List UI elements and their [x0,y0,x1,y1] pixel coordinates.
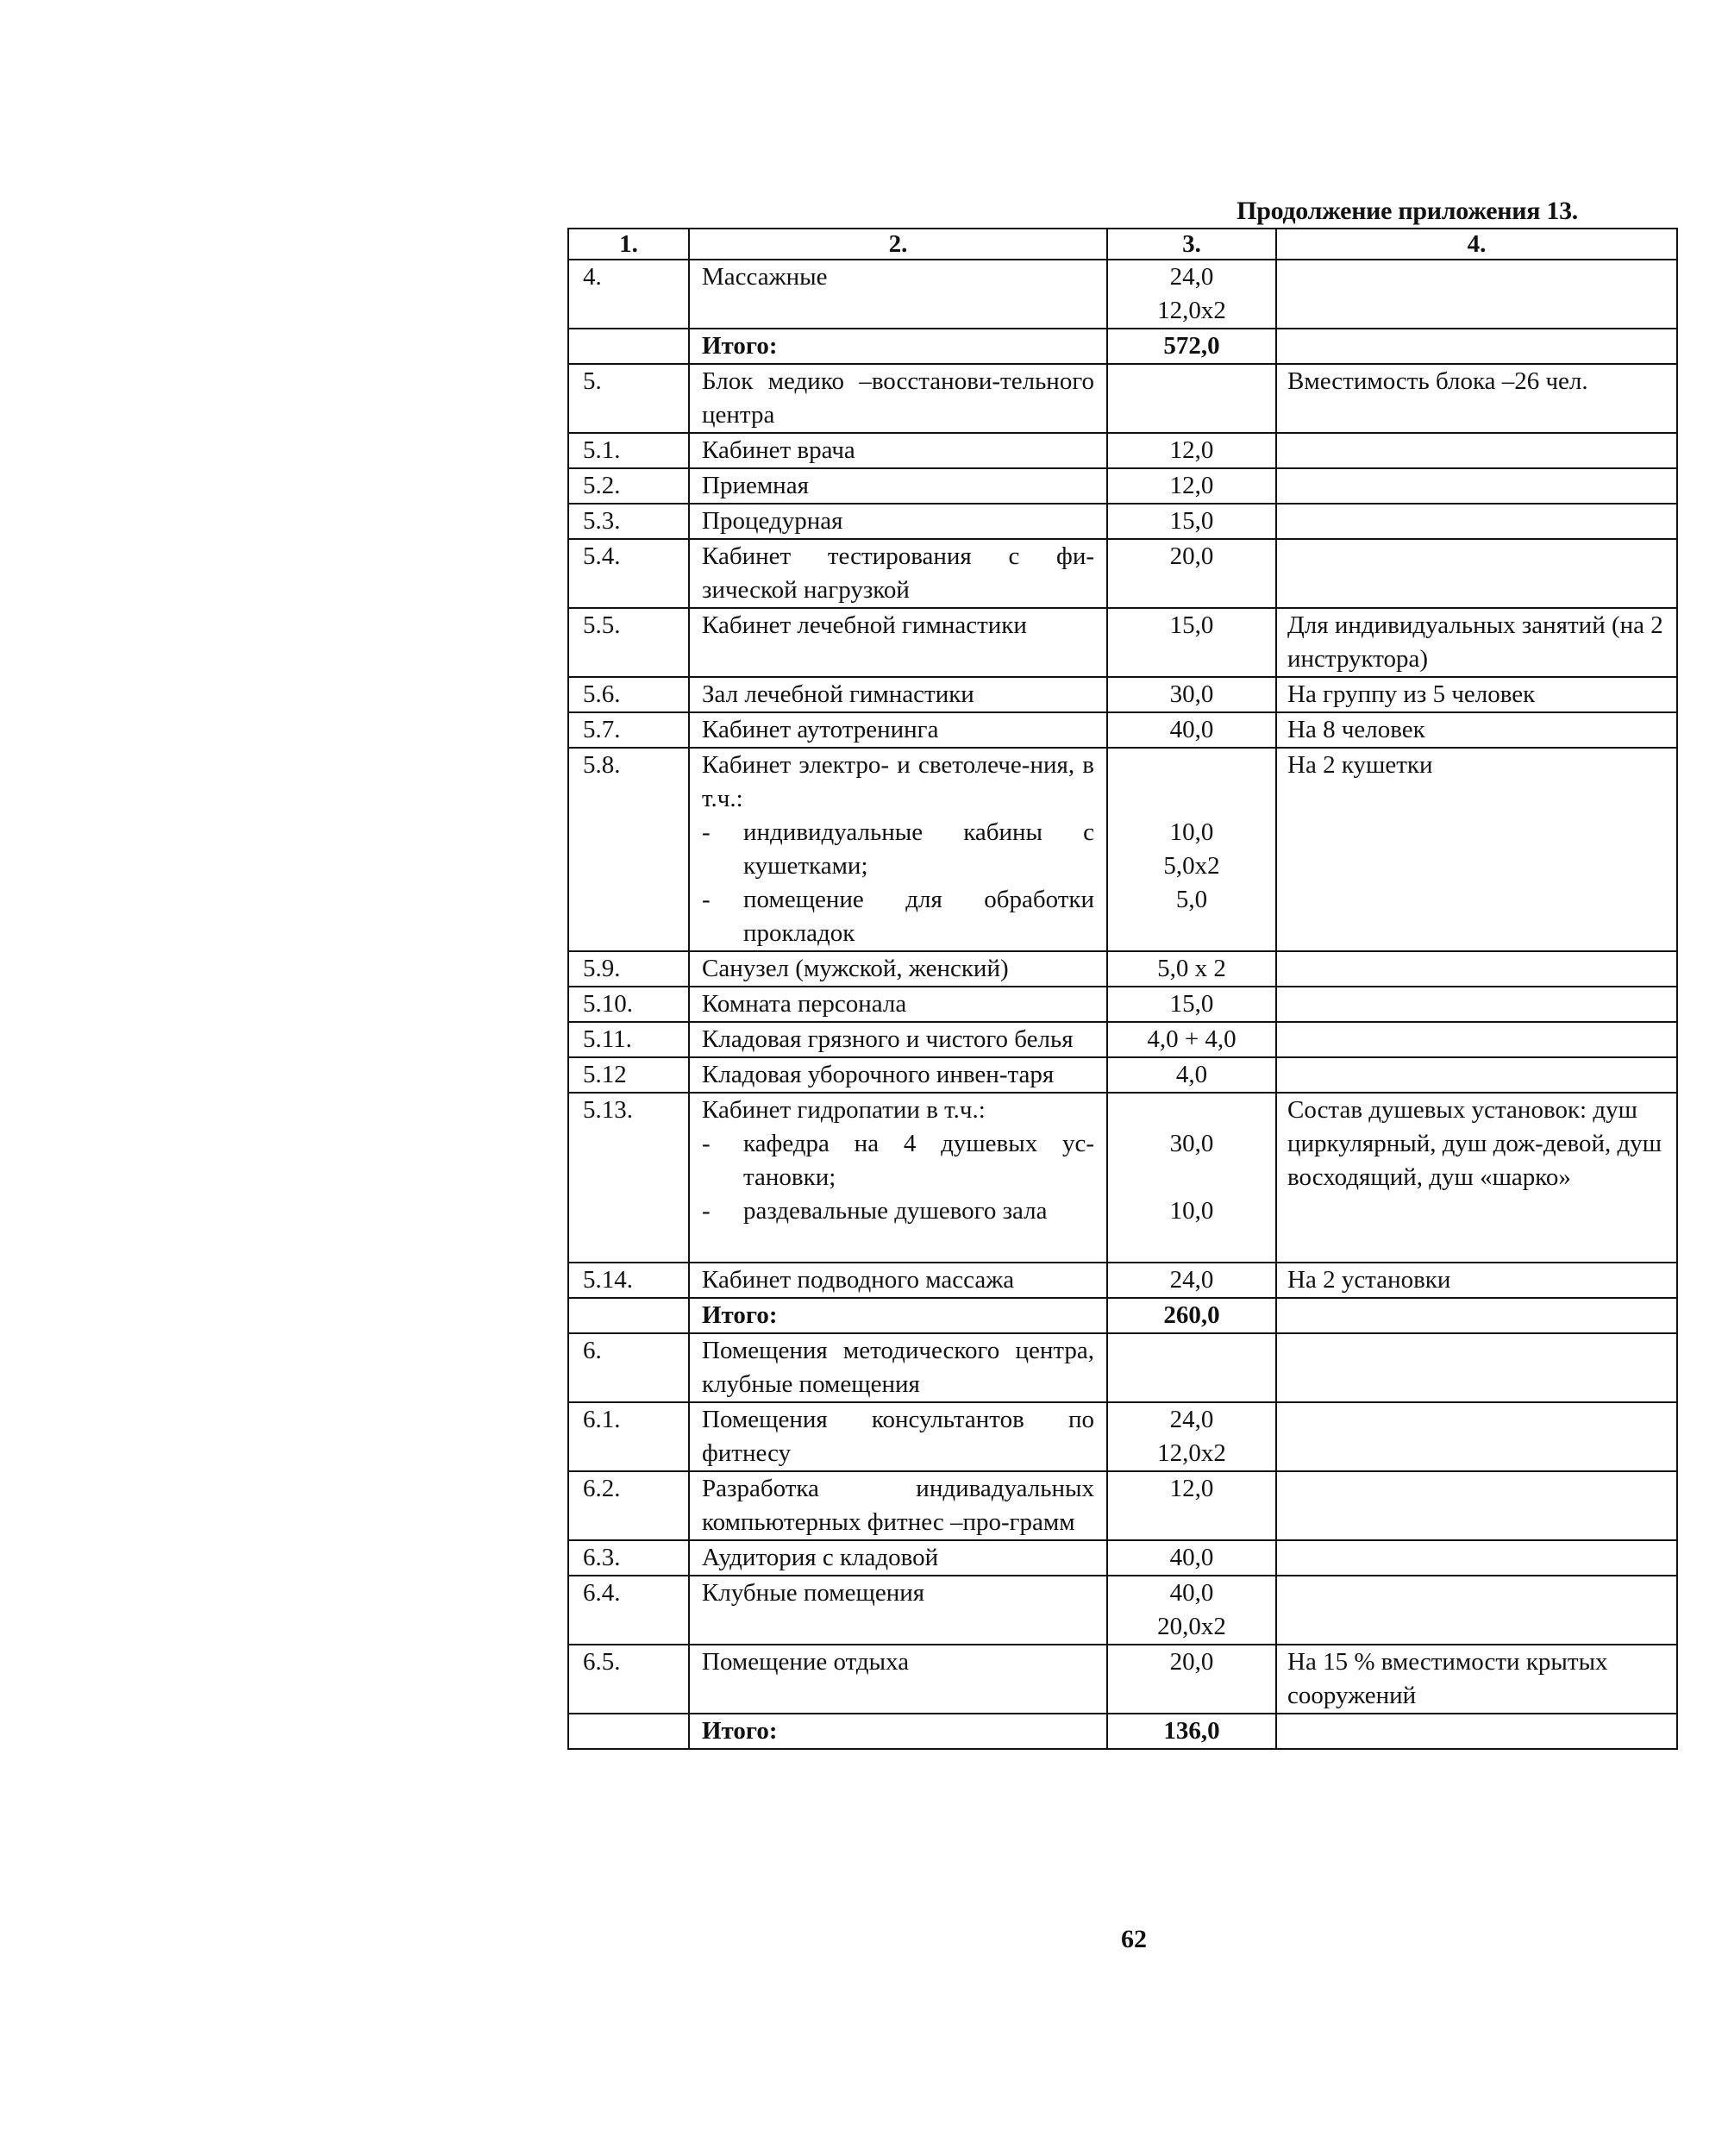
note-cell: Состав душевых установок: душ циркулярный, душ дож-девой, душ восходящий, душ «шарко» [1276,1093,1677,1263]
area-value-lines [1111,1403,1272,1470]
area-value-lines [1111,329,1272,363]
row-number: 6.3. [568,1540,689,1576]
area-value-lines [1111,1576,1272,1644]
area-value-lines [1111,749,1272,950]
area-value-lines [1111,434,1272,467]
row-number: 6.5. [568,1645,689,1714]
room-name [689,329,1107,364]
row-number: 5.5. [568,608,689,677]
dash-marker: - [702,818,711,846]
row-number: 5.14. [568,1263,689,1298]
room-name-text: Кабинет врача [702,436,855,464]
sub-item [702,883,1094,950]
area-value [1107,1471,1276,1540]
room-name [689,1298,1107,1333]
area-value-lines [1111,1714,1272,1748]
room-name-text: Кабинет тестирования с фи-зической нагрузкой [702,542,1094,604]
room-name-text: Итого: [702,1301,778,1329]
room-name [689,468,1107,504]
room-name [689,1576,1107,1645]
area-blank-line [1111,1228,1272,1262]
table-row [568,539,1677,608]
room-name [689,1471,1107,1540]
room-name [689,433,1107,468]
room-name-text: Блок медико –восстанови-тельного центра [702,367,1094,429]
area-value-lines [1111,713,1272,747]
room-name [689,608,1107,677]
row-number [568,1714,689,1749]
area-value-lines [1111,952,1272,986]
area-value [1107,951,1276,987]
area-blank-line [1111,1161,1272,1194]
area-value-line: 20,0x2 [1157,1613,1226,1640]
room-name [689,1263,1107,1298]
table-row [568,1022,1677,1057]
area-value-line: 572,0 [1163,332,1220,360]
row-number: 5.12 [568,1057,689,1093]
note-cell: На 15 % вместимости крытых сооружений [1276,1645,1677,1714]
table-row [568,1471,1677,1540]
area-value-line: 40,0 [1169,716,1214,743]
row-number: 5.8. [568,748,689,951]
header-cell: 4. [1276,229,1677,260]
area-value-line: 40,0 [1169,1579,1214,1607]
area-value-line: 30,0 [1169,1130,1214,1157]
room-name [689,364,1107,433]
area-value-line: 20,0 [1169,1648,1214,1676]
total-row [568,1298,1677,1333]
note-cell [1276,987,1677,1022]
area-value [1107,1333,1276,1402]
note-cell: Для индивидуальных занятий (на 2 инструктора) [1276,608,1677,677]
table-row [568,260,1677,329]
room-name-text: Комната персонала [702,990,907,1018]
table-row [568,677,1677,712]
note-cell [1276,1022,1677,1057]
rooms-table [567,228,1678,1750]
room-name-text: Клубные помещения [702,1579,925,1607]
area-value-lines [1111,1094,1272,1262]
row-number: 5.10. [568,987,689,1022]
room-name-text: Кабинет электро- и светолече-ния, в т.ч.: [702,751,1094,812]
area-value-lines [1111,260,1272,328]
area-value-line: 24,0 [1169,1266,1214,1294]
total-row [568,329,1677,364]
room-name [689,987,1107,1022]
room-name [689,1714,1107,1749]
area-value-line: 15,0 [1169,990,1214,1018]
table-row [568,1645,1677,1714]
row-number: 6.4. [568,1576,689,1645]
area-value-line: 20,0 [1169,542,1214,570]
area-blank-line [1111,749,1272,782]
area-value [1107,1093,1276,1263]
table-row [568,951,1677,987]
area-value-line: 15,0 [1169,507,1214,535]
area-value-line: 260,0 [1163,1301,1220,1329]
row-number [568,329,689,364]
area-value-lines [1111,987,1272,1021]
area-value [1107,1402,1276,1471]
area-value-lines [1111,609,1272,642]
table-row [568,1333,1677,1402]
area-value-line: 5,0x2 [1163,852,1220,880]
room-name-text: Помещение отдыха [702,1648,910,1676]
table-row [568,1402,1677,1471]
table-row [568,468,1677,504]
room-name-text: Санузел (мужской, женский) [702,955,1009,982]
room-name [689,260,1107,329]
area-value [1107,1022,1276,1057]
area-value [1107,1057,1276,1093]
row-number: 5.7. [568,712,689,748]
area-value [1107,1540,1276,1576]
note-cell [1276,260,1677,329]
room-name-text: Итого: [702,332,778,360]
row-number: 6. [568,1333,689,1402]
note-cell [1276,1471,1677,1540]
table-body [568,260,1677,1749]
area-value [1107,712,1276,748]
note-cell [1276,329,1677,364]
area-value-line: 12,0 [1169,436,1214,464]
note-cell [1276,539,1677,608]
area-value [1107,1298,1276,1333]
room-name-text: Кладовая грязного и чистого белья [702,1025,1074,1053]
area-value-lines [1111,540,1272,573]
table-row [568,748,1677,951]
header-cell: 3. [1107,229,1276,260]
note-cell [1276,504,1677,539]
note-cell [1276,433,1677,468]
area-value-lines [1111,469,1272,503]
table-row [568,1093,1677,1263]
area-value-line: 24,0 [1169,1406,1214,1433]
area-value [1107,504,1276,539]
row-number: 5.2. [568,468,689,504]
area-value-lines [1111,1541,1272,1575]
room-name [689,504,1107,539]
area-value [1107,748,1276,951]
room-name-text: Кабинет подводного массажа [702,1266,1015,1294]
area-blank-line [1111,1094,1272,1127]
room-name-text: Кабинет аутотренинга [702,716,939,743]
dash-marker: - [702,1197,711,1225]
total-row [568,1714,1677,1749]
table-row [568,1540,1677,1576]
area-value-line: 5,0 х 2 [1157,955,1226,982]
area-value-line: 40,0 [1169,1544,1214,1571]
sub-item-text: кафедра на 4 душевых ус-тановки; [743,1130,1094,1191]
area-value-lines [1111,1645,1272,1679]
sub-item [702,1194,1094,1228]
table-row [568,987,1677,1022]
area-value-line: 12,0x2 [1157,1439,1226,1467]
table-row [568,1576,1677,1645]
area-value-line: 4,0 + 4,0 [1147,1025,1237,1053]
area-value [1107,1714,1276,1749]
area-value-lines [1111,1263,1272,1297]
note-cell: На 8 человек [1276,712,1677,748]
room-name-text: Массажные [702,263,828,291]
room-name-text: Помещения консультантов по фитнесу [702,1406,1094,1467]
area-value [1107,364,1276,433]
sub-item-text: раздевальные душевого зала [743,1197,1048,1225]
area-value [1107,468,1276,504]
table-row [568,1057,1677,1093]
dash-marker: - [702,1130,711,1157]
room-name [689,712,1107,748]
note-cell [1276,1057,1677,1093]
room-name [689,1645,1107,1714]
note-cell: На 2 кушетки [1276,748,1677,951]
area-value-line: 4,0 [1175,1061,1208,1088]
row-number: 6.1. [568,1402,689,1471]
area-value-lines [1111,678,1272,711]
area-value-line: 12,0x2 [1157,297,1226,324]
area-value-line: 10,0 [1169,818,1214,846]
area-value-line: 10,0 [1169,1197,1214,1225]
note-cell: Вместимость блока –26 чел. [1276,364,1677,433]
room-name-text: Итого: [702,1717,778,1745]
row-number [568,1298,689,1333]
room-name-text: Помещения методического центра, клубные помещения [702,1337,1094,1398]
room-name [689,1540,1107,1576]
room-name [689,1057,1107,1093]
note-cell [1276,1298,1677,1333]
sub-item-text: помещение для обработки прокладок [743,886,1094,947]
room-name-text: Кабинет гидропатии в т.ч.: [702,1096,986,1124]
area-value [1107,1576,1276,1645]
area-value-line: 30,0 [1169,680,1214,708]
row-number: 5.4. [568,539,689,608]
room-name-text: Зал лечебной гимнастики [702,680,974,708]
room-name-text: Кладовая уборочного инвен-таря [702,1061,1055,1088]
area-value [1107,987,1276,1022]
row-number: 4. [568,260,689,329]
area-value-lines [1111,1058,1272,1092]
area-value-line: 15,0 [1169,611,1214,639]
row-number: 6.2. [568,1471,689,1540]
dash-marker: - [702,886,711,913]
page-number: 62 [1121,1925,1147,1953]
area-value [1107,608,1276,677]
area-blank-line [1111,782,1272,816]
row-number: 5.13. [568,1093,689,1263]
area-value [1107,1263,1276,1298]
table-row [568,608,1677,677]
note-cell [1276,1576,1677,1645]
row-number: 5.9. [568,951,689,987]
table-row [568,504,1677,539]
area-value-line: 136,0 [1163,1717,1220,1745]
room-name-text: Приемная [702,472,809,499]
area-value [1107,539,1276,608]
sub-item-text: индивидуальные кабины с кушетками; [743,818,1094,880]
note-cell: На 2 установки [1276,1263,1677,1298]
room-name [689,1402,1107,1471]
row-number: 5. [568,364,689,433]
note-cell [1276,1402,1677,1471]
note-cell [1276,1333,1677,1402]
header-row [568,229,1677,260]
room-name-text: Аудитория с кладовой [702,1544,939,1571]
room-name [689,539,1107,608]
row-number: 5.3. [568,504,689,539]
room-name [689,1333,1107,1402]
area-value-lines [1111,1472,1272,1506]
area-value-line: 12,0 [1169,1475,1214,1502]
header-cell: 2. [689,229,1107,260]
caption: Продолжение приложения 13. [1237,197,1578,225]
room-name [689,1022,1107,1057]
table-row [568,433,1677,468]
note-cell [1276,468,1677,504]
header-cell: 1. [568,229,689,260]
area-value [1107,329,1276,364]
note-cell [1276,1714,1677,1749]
table-row [568,364,1677,433]
area-value [1107,1645,1276,1714]
area-value [1107,433,1276,468]
room-name [689,951,1107,987]
row-number: 5.1. [568,433,689,468]
room-name [689,748,1107,951]
area-value [1107,677,1276,712]
note-cell [1276,1540,1677,1576]
room-name-text: Кабинет лечебной гимнастики [702,611,1027,639]
room-name [689,677,1107,712]
area-value-line: 5,0 [1175,886,1208,913]
area-value-line: 12,0 [1169,472,1214,499]
room-name-text: Процедурная [702,507,843,535]
row-number: 5.11. [568,1022,689,1057]
row-number: 5.6. [568,677,689,712]
area-value [1107,260,1276,329]
note-cell [1276,951,1677,987]
sub-item [702,816,1094,883]
table-row [568,712,1677,748]
table-row [568,1263,1677,1298]
room-name [689,1093,1107,1263]
area-value-lines [1111,1299,1272,1332]
note-cell: На группу из 5 человек [1276,677,1677,712]
area-value-lines [1111,1023,1272,1056]
room-name-text: Разработка индивадуальных компьютерных фитнес –про-грамм [702,1475,1094,1536]
area-blank-line [1111,917,1272,950]
area-value-lines [1111,505,1272,538]
area-value-line: 24,0 [1169,263,1214,291]
sub-item [702,1127,1094,1194]
